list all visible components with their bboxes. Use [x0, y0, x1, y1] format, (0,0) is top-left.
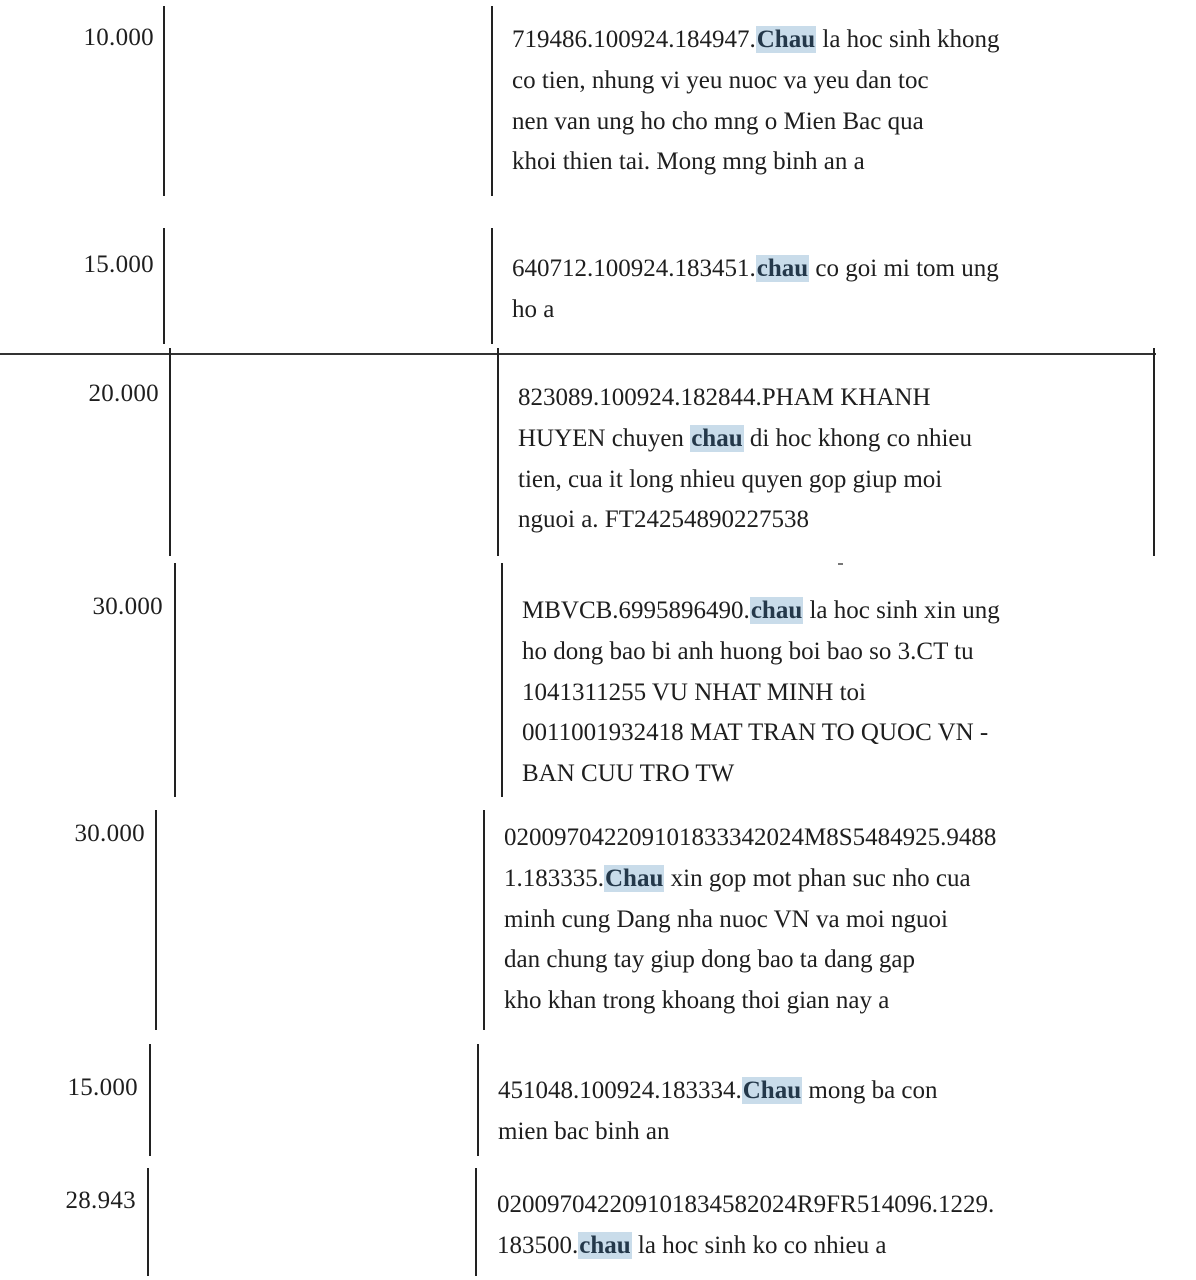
column-divider [475, 1168, 477, 1276]
memo-line: nguoi a. FT24254890227538 [518, 506, 809, 534]
column-divider [169, 348, 171, 556]
memo-line: nen van ung ho cho mng o Mien Bac qua [512, 107, 924, 135]
column-divider [155, 810, 157, 1030]
memo-line: 1.183335.Chau xin gop mot phan suc nho cua [504, 864, 971, 892]
memo-line: 1041311255 VU NHAT MINH toi [522, 678, 866, 706]
memo-line: BAN CUU TRO TW [522, 760, 735, 788]
amount-cell: 10.000 [83, 24, 154, 51]
memo-line: tien, cua it long nhieu quyen gop giup moi [518, 465, 943, 493]
column-divider [174, 563, 176, 797]
highlighted-word: Chau [605, 864, 664, 892]
table-border-horizontal [0, 353, 1156, 355]
amount-cell: 30.000 [74, 820, 145, 847]
memo-line: khoi thien tai. Mong mng binh an a [512, 148, 865, 176]
highlighted-word: chau [579, 1231, 631, 1259]
highlighted-word: chau [750, 597, 803, 624]
memo-cell [522, 591, 1000, 795]
column-divider [477, 1044, 479, 1156]
memo-cell [497, 1185, 994, 1267]
memo-line: 0011001932418 MAT TRAN TO QUOC VN - [522, 719, 989, 747]
memo-line: 451048.100924.183334.Chau mong ba con [498, 1077, 938, 1104]
memo-cell [518, 378, 972, 541]
memo-line: 020097042209101833342024M8S5484925.9488 [504, 824, 997, 851]
memo-cell [512, 20, 999, 183]
memo-line: kho khan trong khoang thoi gian nay a [504, 987, 890, 1015]
memo-line: ho a [512, 295, 555, 323]
memo-cell [504, 818, 996, 1022]
column-divider [491, 228, 493, 344]
memo-line: 719486.100924.184947.Chau la hoc sinh khong [512, 26, 1000, 53]
memo-line: HUYEN chuyen chau di hoc khong co nhieu [518, 424, 973, 452]
memo-cell [498, 1071, 938, 1153]
memo-line: 640712.100924.183451.chau co goi mi tom ung [512, 255, 999, 282]
column-divider [501, 563, 503, 797]
memo-line: ho dong bao bi anh huong boi bao so 3.CT tu [522, 637, 974, 665]
memo-line: co tien, nhung vi yeu nuoc va yeu dan toc [512, 66, 929, 94]
memo-line: 823089.100924.182844.PHAM KHANH [518, 384, 931, 411]
highlighted-word: chau [756, 255, 809, 282]
amount-cell: 20.000 [88, 380, 159, 407]
column-divider [149, 1044, 151, 1156]
column-divider [163, 228, 165, 344]
memo-line: 183500.chau la hoc sinh ko co nhieu a [497, 1231, 887, 1259]
memo-line: minh cung Dang nha nuoc VN va moi nguoi [504, 905, 948, 933]
column-divider [483, 810, 485, 1030]
memo-line: mien bac binh an [498, 1117, 670, 1145]
memo-line: 020097042209101834582024R9FR514096.1229. [497, 1191, 995, 1218]
memo-line: MBVCB.6995896490.chau la hoc sinh xin ung [522, 597, 1000, 624]
column-divider [147, 1168, 149, 1276]
highlighted-word: chau [691, 424, 743, 452]
column-divider [491, 6, 493, 196]
amount-cell: 28.943 [65, 1187, 136, 1214]
amount-cell: 15.000 [83, 251, 154, 278]
highlighted-word: Chau [756, 26, 816, 53]
memo-cell [512, 249, 999, 331]
column-divider [497, 348, 499, 556]
amount-cell: 15.000 [67, 1074, 138, 1101]
memo-line: dan chung tay giup dong bao ta dang gap [504, 946, 916, 974]
column-divider [163, 6, 165, 196]
highlighted-word: Chau [742, 1077, 802, 1104]
table-border-right [1153, 348, 1155, 556]
amount-cell: 30.000 [92, 593, 163, 620]
scan-speck [838, 563, 843, 565]
